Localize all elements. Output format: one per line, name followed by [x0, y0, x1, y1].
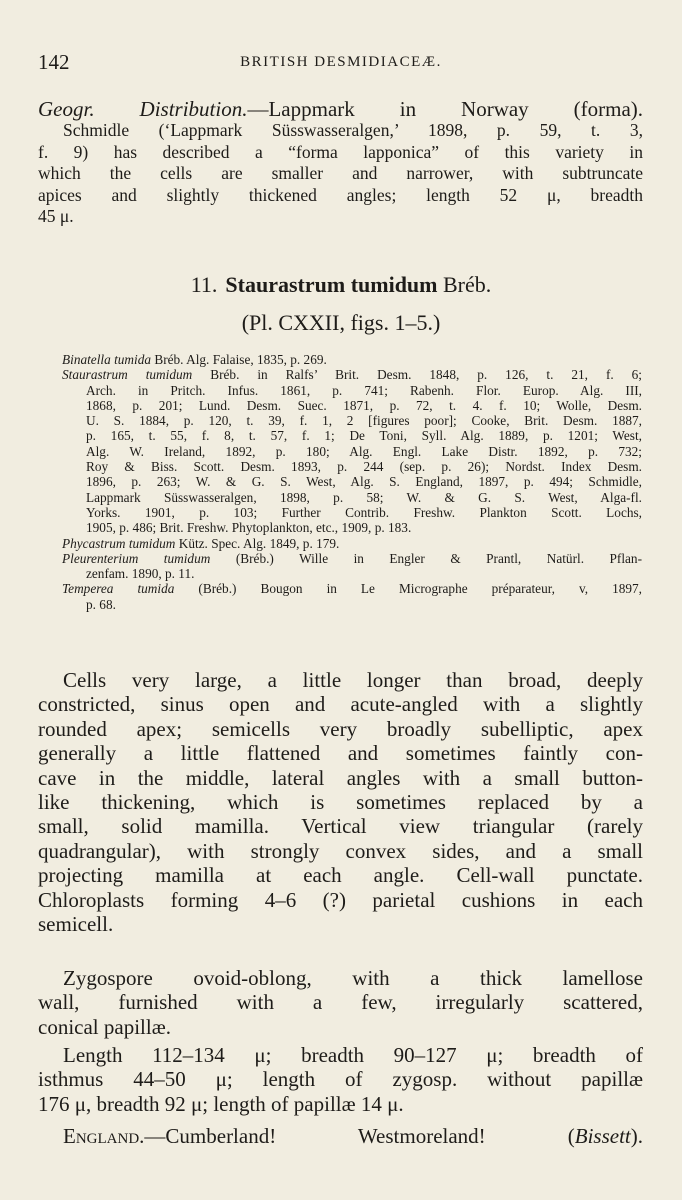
- text-line: constricted, sinus open and acute-angled with a slightly: [38, 692, 643, 717]
- synonymy-entry: Pleurenterium tumidum (Bréb.) Wille in Engler & Prantl, Natürl. Pflan- zenfam. 1890, p. 11.: [62, 550, 642, 582]
- species-heading: [0, 272, 682, 298]
- page-header: [38, 50, 644, 80]
- text-line: projecting mamilla at each angle. Cell-wall punctate.: [38, 863, 643, 888]
- text-line: f. 9) has described a “forma lapponica” of this variety in: [38, 141, 643, 162]
- section-label: Geogr. Distribution.: [38, 97, 248, 121]
- text-line: Schmidle (‘Lappmark Süsswasseralgen,’ 1898, p. 59, t. 3,: [63, 120, 643, 140]
- text-line: conical papillæ.: [38, 1014, 171, 1039]
- text-line: generally a little flattened and sometimes faintly con-: [38, 741, 643, 766]
- text-line: isthmus 44–50 μ; length of zygosp. without papillæ: [38, 1067, 643, 1092]
- text-line: Length 112–134 μ; breadth 90–127 μ; breadth of: [63, 1043, 643, 1067]
- text-line: apices and slightly thickened angles; length 52 μ, breadth: [38, 184, 643, 205]
- text-line: wall, furnished with a few, irregularly scattered,: [38, 990, 643, 1015]
- country-label: England.: [63, 1124, 145, 1148]
- collector-name: Bissett: [574, 1124, 631, 1148]
- synonymy-entry: Binatella tumida Bréb. Alg. Falaise, 1835, p. 269.: [62, 352, 327, 367]
- synonymy-entry: Phycastrum tumidum Kütz. Spec. Alg. 1849, p. 179.: [62, 535, 340, 551]
- dimensions-paragraph: [38, 1043, 643, 1116]
- synonym-name: Pleurenterium tumidum: [62, 550, 211, 566]
- synonymy-entry: Staurastrum tumidum Bréb. in Ralfs’ Brit. Desm. 1848, p. 126, t. 21, f. 6; Arch. in Pritch. Infus. 1861, p. 741; Rabenh. Flor. Europ. Alg. III, 1868, p. 201; Lund. Desm. Suec. 1871, p. 72, t. 4. f. 10; Wolle, Desm. U. S. 1884, p. 120, t. 39, f. 1, 2 [figures poor]; Cooke, Brit. Desm. 1887, p. 165, t. 55, f. 8, t. 57, f. 1; De Toni, Syll. Alg. 1889, p. 1201; West, Alg. W. Ireland, 1892, p. 180; Alg. Engl. Lake Distr. 1892, p. 732; Roy & Biss. Scott. Desm. 1893, p. 244 (sep. p. 26); Nordst. Index Desm. 1896, p. 263; W. & G. S. West, Alg. S. England, 1897, p. 494; Schmidle, Lappmark Süsswasseralgen, 1898, p. 58; W. & G. S. West, Alga-fl. Yorks. 1901, p. 103; Further Contrib. Freshw. Plankton Scott. Lochs, 1905, p. 486; Brit. Freshw. Phytoplankton, etc., 1909, p. 183.: [62, 367, 643, 536]
- text-line: cave in the middle, lateral angles with a small button-: [38, 765, 643, 790]
- text-line: England.—Cumberland! Westmoreland! (Bissett).: [63, 1124, 643, 1148]
- species-authority: Bréb.: [443, 272, 492, 297]
- synonym-name: Binatella tumida: [62, 352, 152, 367]
- text-line: Geogr. Distribution.—Lappmark in Norway (forma).: [38, 97, 644, 121]
- text-line: 176 μ, breadth 92 μ; length of papillæ 14 μ.: [38, 1091, 404, 1116]
- plate-reference: (Pl. CXXII, figs. 1–5.): [241, 310, 441, 335]
- synonym-name: Temperea tumida: [62, 581, 175, 597]
- synonym-name: Phycastrum tumidum: [62, 535, 176, 551]
- text-line: like thickening, which is sometimes replaced by a: [38, 790, 643, 815]
- distribution-paragraph: [38, 98, 643, 228]
- text-line: which the cells are smaller and narrower, with subtruncate: [38, 163, 643, 183]
- text-line: rounded apex; semicells very broadly subelliptic, apex: [38, 716, 643, 741]
- text-line: small, solid mamilla. Vertical view triangular (rarely: [38, 814, 643, 839]
- synonymy-list: [62, 352, 642, 612]
- text-line: Zygospore ovoid-oblong, with a thick lamellose: [63, 966, 643, 990]
- synonym-name: Staurastrum tumidum: [62, 367, 193, 383]
- british-distribution: [38, 1125, 643, 1147]
- text-line: semicell.: [38, 912, 114, 937]
- synonymy-entry: Temperea tumida (Bréb.) Bougon in Le Micrographe préparateur, v, 1897, p. 68.: [62, 581, 642, 612]
- zygospore-paragraph: [38, 966, 643, 1039]
- text-line: Chloroplasts forming 4–6 (?) parietal cushions in each: [38, 887, 643, 912]
- description-paragraph: [38, 668, 643, 936]
- text-line: quadrangular), with strongly convex sides, and a small: [38, 838, 643, 863]
- running-title: BRITISH DESMIDIACEÆ.: [240, 54, 442, 70]
- text-line: 45 μ.: [38, 206, 74, 226]
- species-number: 11.: [190, 272, 218, 297]
- text-line: Cells very large, a little longer than broad, deeply: [63, 668, 643, 692]
- species-name: Staurastrum tumidum: [225, 272, 438, 297]
- page-number: 142: [38, 50, 70, 74]
